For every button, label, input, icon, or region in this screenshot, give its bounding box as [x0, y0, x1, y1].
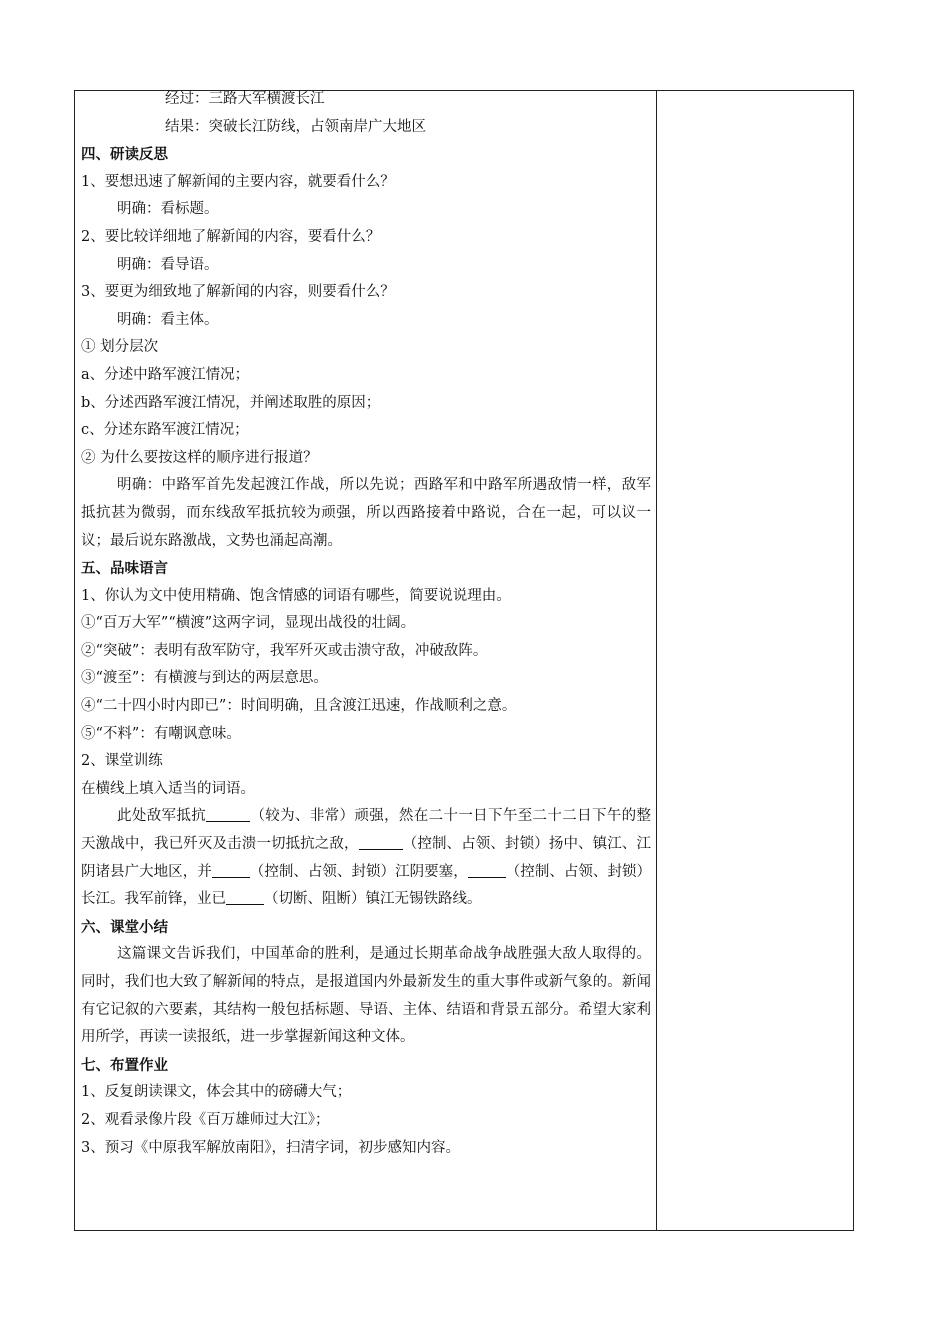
fill-blank-2[interactable] — [359, 835, 403, 850]
result-line: 结果：突破长江防线，占领南岸广大地区 — [165, 118, 426, 135]
homework-1: 1、反复朗读课文，体会其中的磅礴大气； — [81, 1084, 352, 1101]
question-2: 2、要比较详细地了解新闻的内容，要看什么？ — [81, 228, 381, 245]
word-item-5: ⑤“不料”：有嘲讽意味。 — [81, 725, 241, 742]
word-item-3: ③“渡至”：有横渡与到达的两层意思。 — [81, 670, 328, 687]
word-item-1: ①“百万大军”“横渡”这两字词，显现出战役的壮阔。 — [81, 615, 416, 632]
section-heading-4: 四、研读反思 — [81, 146, 168, 164]
layer-b: b、分述西路军渡江情况，并阐述取胜的原因； — [81, 394, 381, 411]
answer-3: 明确：看主体。 — [117, 311, 219, 328]
section-heading-6: 六、课堂小结 — [81, 918, 168, 936]
homework-2: 2、观看录像片段《百万雄师过大江》； — [81, 1111, 330, 1128]
training-instruction: 在横线上填入适当的词语。 — [81, 780, 255, 797]
layer-c: c、分述东路军渡江情况； — [81, 422, 249, 439]
homework-3: 3、预习《中原我军解放南阳》，扫清字词，初步感知内容。 — [81, 1139, 460, 1156]
fill-blank-3[interactable] — [212, 863, 250, 878]
question-1: 1、要想迅速了解新闻的主要内容，就要看什么？ — [81, 173, 395, 190]
process-line: 经过：三路大军横渡长江 — [165, 91, 325, 107]
order-question: ② 为什么要按这样的顺序进行报道？ — [81, 449, 318, 466]
fill-text-3: （控制、占领、封锁）扬中、镇江、江阴诸县广大地区，并 — [81, 836, 651, 880]
question-3: 3、要更为细致地了解新闻的内容，则要看什么？ — [81, 284, 395, 301]
fill-text-6: （切断、阻断）镇江无锡铁路线。 — [264, 891, 482, 908]
fill-text-4: （控制、占领、封锁）江阴要塞， — [249, 863, 468, 880]
words-question: 1、你认为文中使用精确、饱含情感的词语有哪些，简要说说理由。 — [81, 587, 511, 604]
layer-a: a、分述中路军渡江情况； — [81, 366, 250, 383]
section-heading-7: 七、布置作业 — [81, 1056, 168, 1074]
answer-1: 明确：看标题。 — [117, 201, 219, 218]
fill-blank-paragraph — [81, 803, 651, 913]
layer-heading: ① 划分层次 — [81, 339, 159, 356]
answer-2: 明确：看导语。 — [117, 256, 219, 273]
summary-paragraph: 这篇课文告诉我们，中国革命的胜利，是通过长期革命战争战胜强大敌人取得的。同时，我们也大致了解新闻的特点，是报道国内外最新发生的重大事件或新气象的。新闻有它记叙的六要素，其结构一般包括标题、导语、主体、结语和背景五部分。希望大家利用所学，再读一读报纸，进一步掌握新闻这种文体。 — [81, 946, 651, 1046]
fill-text-1: 此处敌军抵抗 — [117, 808, 207, 825]
column-divider — [656, 90, 657, 1231]
word-item-4: ④“二十四小时内即已”：时间明确，且含渡江迅速，作战顺利之意。 — [81, 698, 517, 715]
word-item-2: ②“突破”：表明有敌军防守，我军歼灭或击溃守敌，冲破敌阵。 — [81, 642, 488, 659]
fill-blank-1[interactable] — [206, 807, 250, 822]
lesson-content — [81, 86, 651, 1162]
fill-blank-4[interactable] — [468, 863, 506, 878]
fill-blank-5[interactable] — [226, 890, 264, 905]
order-answer-paragraph: 明确：中路军首先发起渡江作战，所以先说；西路军和中路军所遇敌情一样，敌军抵抗甚为微弱，而东线敌军抵抗较为顽强，所以西路接着中路说，合在一起，可以议一议；最后说东路激战，文势也涌起高潮。 — [81, 477, 651, 549]
training-heading: 2、课堂训练 — [81, 753, 163, 770]
fill-text-2: （较为、非常）顽强，然在二十一日下午至二十二日下午的整天激战中，我已歼灭及击溃一切抵抗之敌， — [81, 808, 652, 853]
fill-text-5: （控制、占领、封锁）长江。我军前锋，业已 — [81, 863, 652, 908]
section-heading-5: 五、品味语言 — [81, 560, 168, 578]
